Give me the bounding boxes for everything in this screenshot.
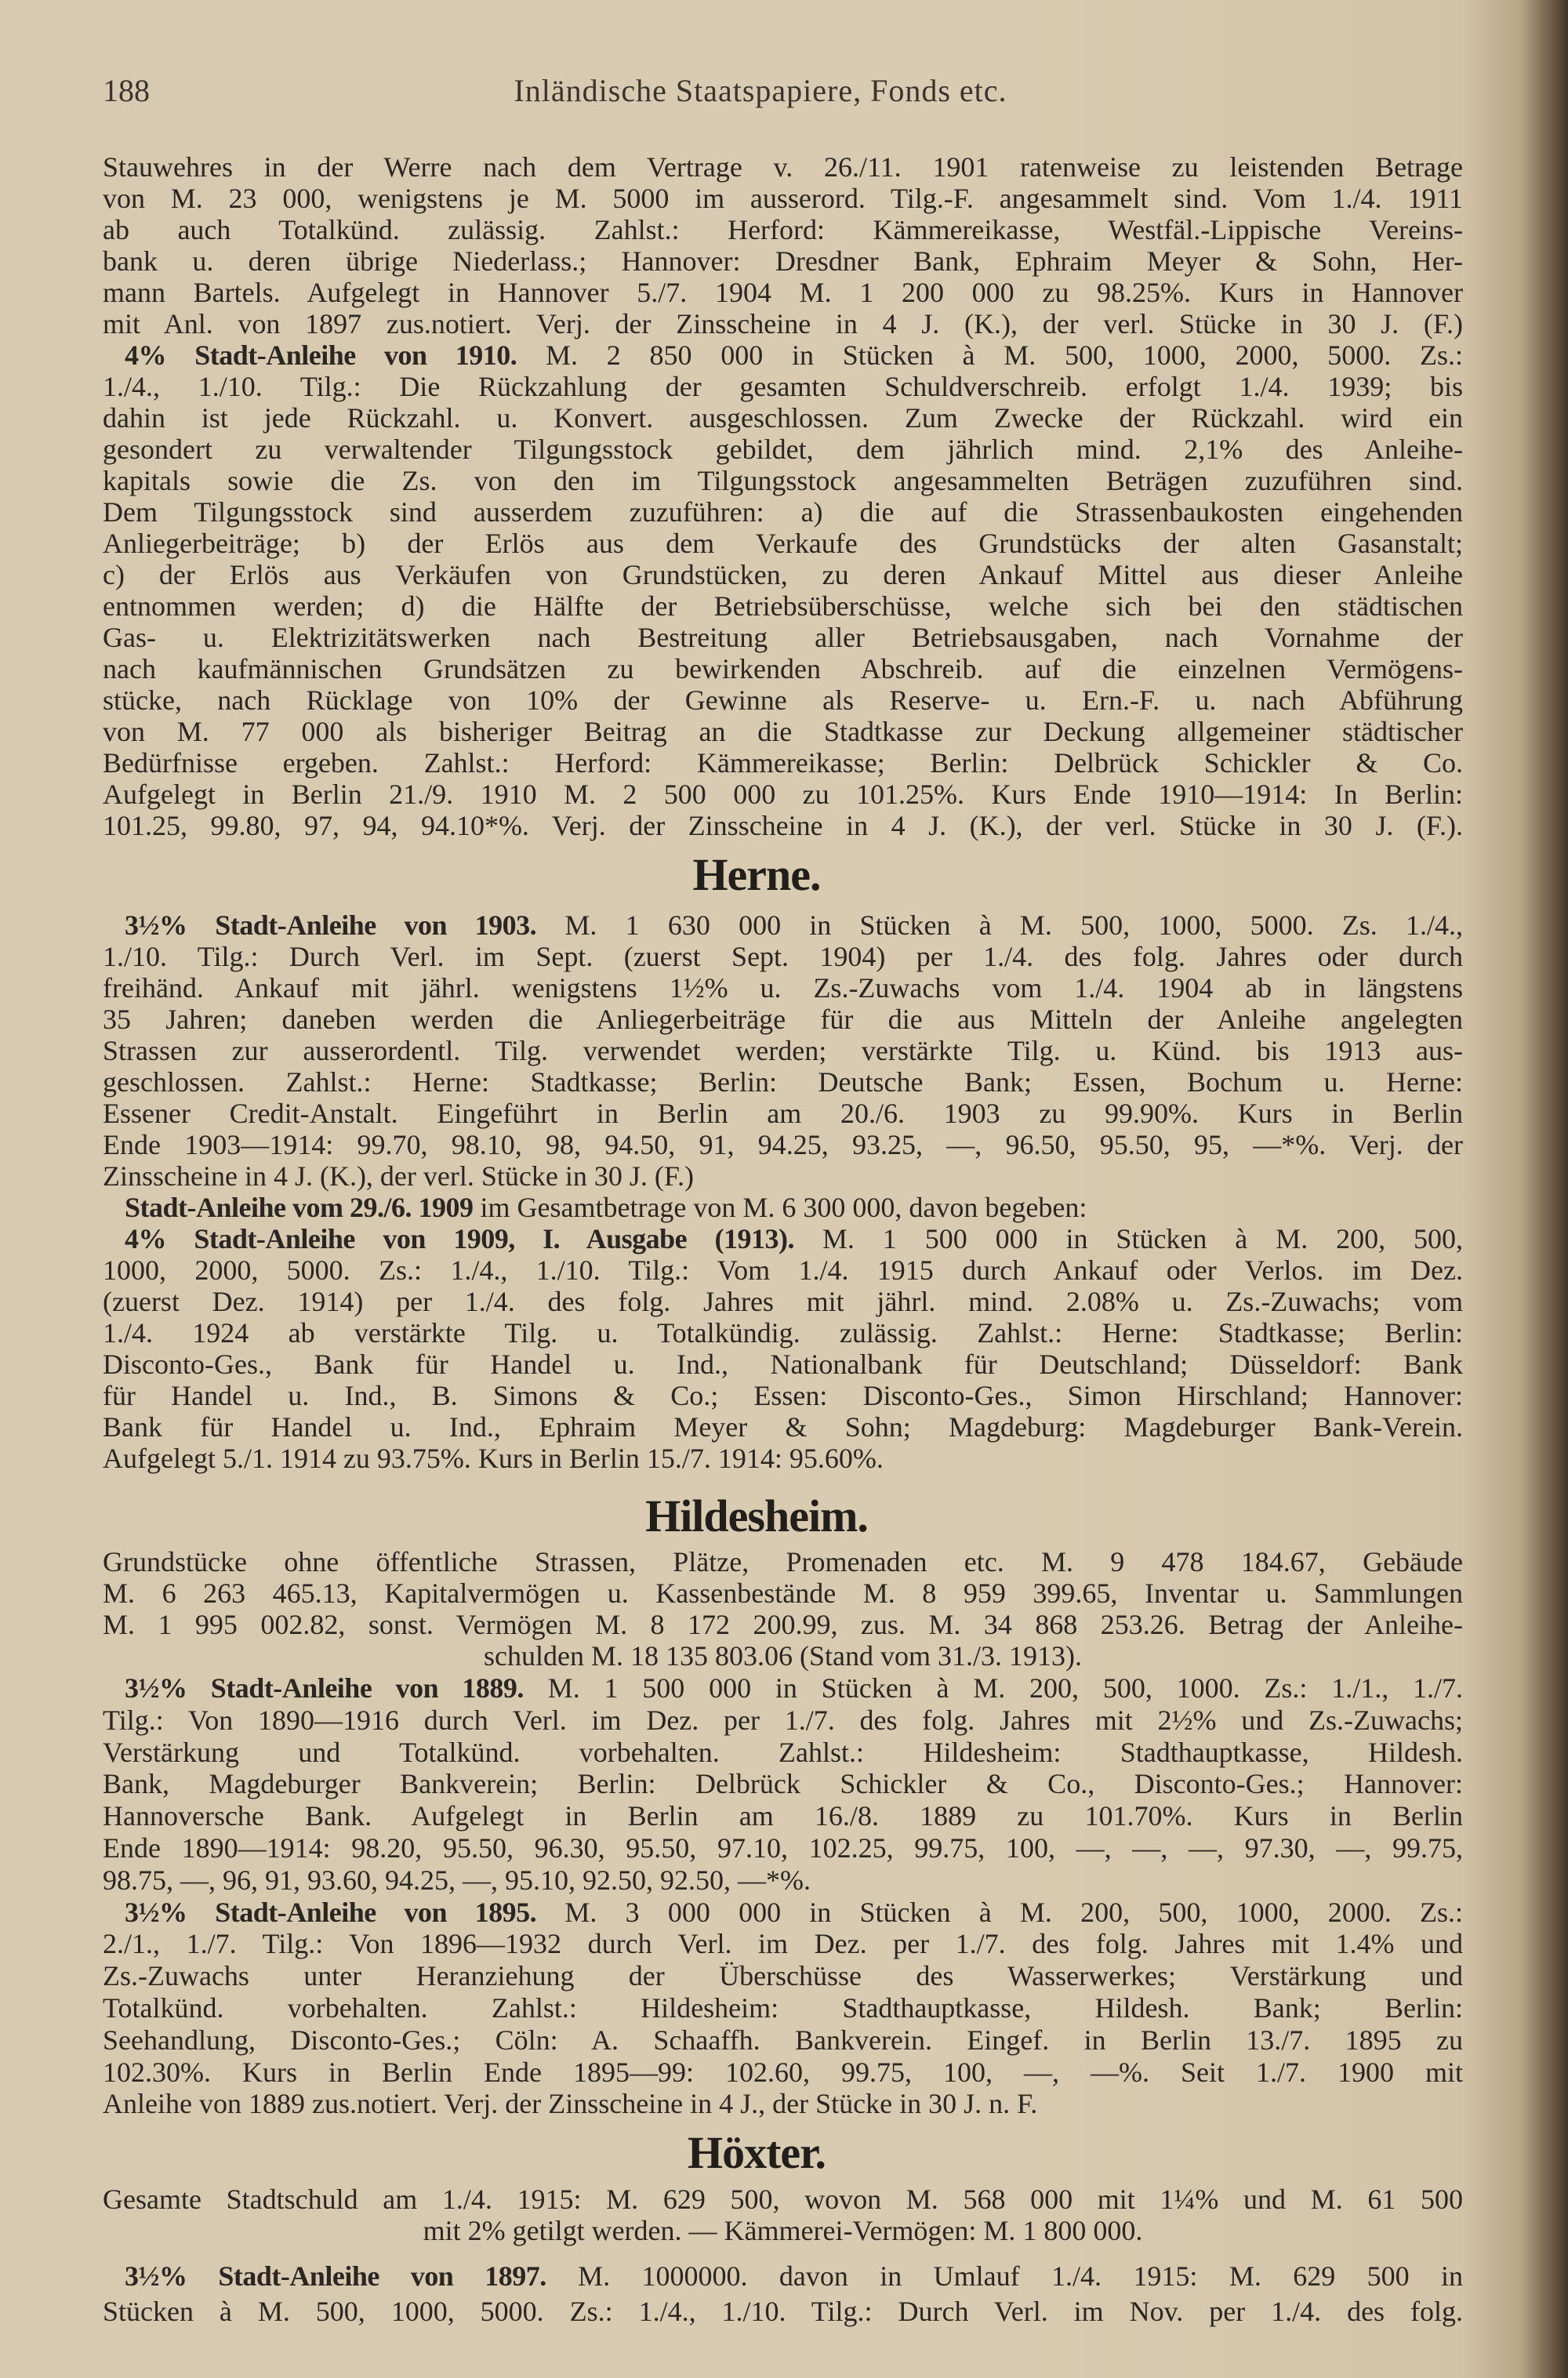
section-heading-herne: Herne. <box>692 849 821 900</box>
text-line <box>103 2215 1463 2246</box>
line-text: Aufgelegt 5./1. 1914 zu 93.75%. Kurs in Berlin 15./7. 1914: 95.60%. <box>103 1443 884 1474</box>
line-text: Zinsscheine in 4 J. (K.), der verl. Stücke in 30 J. (F.) <box>103 1160 694 1192</box>
line-text: Aufgelegt in Berlin 21./9. 1910 M. 2 500 000 zu 101.25%. Kurs Ende 1910—1914: In Berlin: <box>103 779 1463 810</box>
text-line <box>103 1768 1463 1800</box>
text-line <box>103 1864 1463 1897</box>
line-text: 1./10. Tilg.: Durch Verl. im Sept. (zuerst Sept. 1904) per 1./4. des folg. Jahres oder durch <box>103 941 1463 972</box>
line-text: Seehandlung, Disconto-Ges.; Cöln: A. Schaaffh. Bankverein. Eingef. in Berlin 13./7. 1895 zu <box>103 2024 1463 2056</box>
line-text: von M. 77 000 als bisheriger Beitrag an die Stadtkasse zur Deckung allgemeiner städtischer <box>103 716 1463 747</box>
text-line <box>103 1286 1463 1317</box>
text-line <box>103 1609 1463 1640</box>
line-text: im Gesamtbetrage von M. 6 300 000, davon begeben: <box>473 1192 1087 1223</box>
line-text: 35 Jahren; daneben werden die Anliegerbeiträge für die aus Mitteln der Anleihe angelegten <box>103 1004 1463 1035</box>
text-line <box>103 1129 1463 1160</box>
text-line <box>103 1380 1463 1411</box>
text-line <box>103 151 1463 183</box>
text-line <box>103 1640 1463 1672</box>
herne-loan-text <box>103 909 1463 1474</box>
line-text: Bank, Magdeburger Bankverein; Berlin: Delbrück Schickler & Co., Disconto-Ges.; Hannover: <box>103 1768 1463 1800</box>
text-line <box>103 528 1463 559</box>
text-line <box>103 1672 1463 1705</box>
line-text: M. 1 500 000 in Stücken à M. 200, 500, 1000. Zs.: 1./1., 1./7. <box>523 1672 1464 1704</box>
line-text: c) der Erlös aus Verkäufen von Grundstücken, zu deren Ankauf Mittel aus dieser Anleihe <box>103 559 1463 590</box>
line-text: 102.30%. Kurs in Berlin Ende 1895—99: 102.60, 99.75, 100, —, —%. Seit 1./7. 1900 mit <box>103 2056 1463 2088</box>
text-line <box>103 277 1463 308</box>
text-line <box>103 779 1463 810</box>
line-text: Gesamte Stadtschuld am 1./4. 1915: M. 629 500, wovon M. 568 000 mit 1¼% und M. 61 500 <box>103 2184 1463 2215</box>
line-text: freihänd. Ankauf mit jährl. wenigstens 1½% u. Zs.-Zuwachs vom 1./4. 1904 ab in längstens <box>103 972 1463 1004</box>
text-line <box>103 684 1463 716</box>
line-text: M. 1000000. davon in Umlauf 1./4. 1915: M. 629 500 in <box>546 2260 1464 2292</box>
line-text: entnommen werden; d) die Hälfte der Betriebsüberschüsse, welche sich bei den städtischen <box>103 590 1463 622</box>
text-line <box>103 1577 1463 1609</box>
loan-title: 4% Stadt-Anleihe von 1910. <box>125 339 517 371</box>
line-text: nach kaufmännischen Grundsätzen zu bewirkenden Abschreib. auf die einzelnen Vermögens- <box>103 653 1463 684</box>
text-line <box>103 590 1463 622</box>
text-line <box>103 1800 1463 1832</box>
line-text: Disconto-Ges., Bank für Handel u. Ind., Nationalbank für Deutschland; Düsseldorf: Bank <box>103 1349 1463 1380</box>
hoxter-debt-text <box>103 2184 1463 2246</box>
text-line <box>103 1546 1463 1577</box>
line-text: Gas- u. Elektrizitätswerken nach Bestreitung aller Betriebsausgaben, nach Vornahme der <box>103 622 1463 653</box>
text-line <box>103 339 1463 371</box>
page-number: 188 <box>103 73 150 108</box>
text-line <box>103 1254 1463 1286</box>
text-line <box>103 1004 1463 1035</box>
hildesheim-loan-text <box>103 1672 1463 2120</box>
line-text: M. 1 630 000 in Stücken à M. 500, 1000, 5000. Zs. 1./4., <box>536 909 1464 941</box>
line-text: Essener Credit-Anstalt. Eingeführt in Berlin am 20./6. 1903 zu 99.90%. Kurs in Berlin <box>103 1098 1463 1129</box>
text-line <box>103 810 1463 841</box>
line-text: bank u. deren übrige Niederlass.; Hannover: Dresdner Bank, Ephraim Meyer & Sohn, Her- <box>103 245 1463 277</box>
text-line <box>103 941 1463 972</box>
text-line <box>103 1223 1463 1254</box>
text-line <box>103 1349 1463 1380</box>
line-text: Totalkünd. vorbehalten. Zahlst.: Hildesheim: Stadthauptkasse, Hildesh. Bank; Berlin: <box>103 1991 1463 2024</box>
loan-title: 3½% Stadt-Anleihe von 1889. <box>125 1672 524 1704</box>
text-line <box>103 972 1463 1004</box>
line-text: 1000, 2000, 5000. Zs.: 1./4., 1./10. Tilg.: Vom 1./4. 1915 durch Ankauf oder Verlos. im Dez. <box>103 1254 1463 1286</box>
line-text: Tilg.: Von 1890—1916 durch Verl. im Dez. per 1./7. des folg. Jahres mit 2½% und Zs.-Zuwachs; <box>103 1704 1463 1736</box>
text-line <box>103 1035 1463 1066</box>
text-line <box>103 434 1463 465</box>
line-text: Verstärkung und Totalkünd. vorbehalten. Zahlst.: Hildesheim: Stadthauptkasse, Hildesh. <box>103 1736 1463 1768</box>
section-heading-hildesheim: Hildesheim. <box>645 1490 868 1541</box>
line-text: M. 2 850 000 in Stücken à M. 500, 1000, 2000, 5000. Zs.: <box>517 339 1464 371</box>
text-line <box>103 1098 1463 1129</box>
text-line <box>103 371 1463 402</box>
text-line <box>103 622 1463 653</box>
text-line <box>103 559 1463 590</box>
line-text: stücke, nach Rücklage von 10% der Gewinne als Reserve- u. Ern.-F. u. nach Abführung <box>103 684 1463 716</box>
text-line <box>103 2024 1463 2057</box>
line-text: M. 6 263 465.13, Kapitalvermögen u. Kassenbestände M. 8 959 399.65, Inventar u. Sammlungen <box>103 1577 1463 1609</box>
line-text: mit Anl. von 1897 zus.notiert. Verj. der Zinsscheine in 4 J. (K.), der verl. Stücke in 30 J. (F.) <box>103 308 1463 339</box>
line-text: 2./1., 1./7. Tilg.: Von 1896—1932 durch Verl. im Dez. per 1./7. des folg. Jahres mit 1.4% und <box>103 1928 1463 1960</box>
text-line <box>103 465 1463 496</box>
line-text: geschlossen. Zahlst.: Herne: Stadtkasse; Berlin: Deutsche Bank; Essen, Bochum u. Herne: <box>103 1066 1463 1098</box>
text-line <box>103 496 1463 528</box>
text-line <box>103 308 1463 339</box>
line-text: 98.75, —, 96, 91, 93.60, 94.25, —, 95.10, 92.50, 92.50, —*%. <box>103 1864 811 1896</box>
text-line <box>103 1992 1463 2024</box>
line-text: 1./4. 1924 ab verstärkte Tilg. u. Totalkündig. zulässig. Zahlst.: Herne: Stadtkasse; Berlin: <box>103 1317 1463 1349</box>
loan-title: 3½% Stadt-Anleihe von 1895. <box>125 1896 537 1928</box>
text-line <box>103 1705 1463 1737</box>
line-text: Hannoversche Bank. Aufgelegt in Berlin am 16./8. 1889 zu 101.70%. Kurs in Berlin <box>103 1800 1463 1832</box>
text-line <box>103 1960 1463 1992</box>
loan-title: 3½% Stadt-Anleihe von 1897. <box>125 2260 546 2292</box>
text-line <box>103 716 1463 747</box>
loan-title: 4% Stadt-Anleihe von 1909, I. Ausgabe (1913). <box>125 1223 794 1254</box>
text-line <box>103 2184 1463 2215</box>
text-line <box>103 1832 1463 1864</box>
line-text: Stauwehres in der Werre nach dem Vertrage v. 26./11. 1901 ratenweise zu leistenden Betrage <box>103 151 1463 183</box>
line-text: 1./4., 1./10. Tilg.: Die Rückzahlung der gesamten Schuldverschreib. erfolgt 1./4. 1939; bis <box>103 371 1463 402</box>
line-text: kapitals sowie die Zs. von den im Tilgungsstock angesammelten Beträgen zuzuführen sind. <box>103 465 1463 496</box>
text-line <box>103 1066 1463 1098</box>
line-text: 101.25, 99.80, 97, 94, 94.10*%. Verj. der Zinsscheine in 4 J. (K.), der verl. Stücke in 30 J. (F.). <box>103 810 1463 841</box>
text-line <box>103 2294 1463 2329</box>
text-line <box>103 183 1463 214</box>
hildesheim-assets-text <box>103 1546 1463 1672</box>
line-text: von M. 23 000, wenigstens je M. 5000 im ausserord. Tilg.-F. angesammelt sind. Vom 1./4. 1911 <box>103 183 1463 214</box>
line-text: Ende 1890—1914: 98.20, 95.50, 96.30, 95.50, 97.10, 102.25, 99.75, 100, —, —, —, 97.30, —, 99.75, <box>103 1832 1463 1864</box>
line-text: M. 1 500 000 in Stücken à M. 200, 500, <box>793 1223 1463 1254</box>
section-heading-hoxter: Höxter. <box>687 2127 826 2178</box>
text-line <box>103 747 1463 779</box>
text-line <box>103 214 1463 245</box>
line-text: Stücken à M. 500, 1000, 5000. Zs.: 1./4., 1./10. Tilg.: Durch Verl. im Nov. per 1./4. des folg. <box>103 2296 1463 2327</box>
text-line <box>103 1737 1463 1769</box>
herford-loan-text <box>103 151 1463 841</box>
line-text: Grundstücke ohne öffentliche Strassen, Plätze, Promenaden etc. M. 9 478 184.67, Gebäude <box>103 1546 1463 1577</box>
line-text: Bank für Handel u. Ind., Ephraim Meyer & Sohn; Magdeburg: Magdeburger Bank-Verein. <box>103 1411 1463 1443</box>
running-title: Inländische Staatspapiere, Fonds etc. <box>514 73 1007 108</box>
line-text: Ende 1903—1914: 99.70, 98.10, 98, 94.50, 91, 94.25, 93.25, —, 96.50, 95.50, 95, —*%. Verj. der <box>103 1129 1463 1160</box>
text-line <box>103 402 1463 434</box>
line-text: dahin ist jede Rückzahl. u. Konvert. ausgeschlossen. Zum Zwecke der Rückzahl. wird ein <box>103 402 1463 434</box>
line-text: Zs.-Zuwachs unter Heranziehung der Überschüsse des Wasserwerkes; Verstärkung und <box>103 1960 1463 1992</box>
line-text: Strassen zur ausserordentl. Tilg. verwendet werden; verstärkte Tilg. u. Künd. bis 1913 aus- <box>103 1035 1463 1066</box>
text-line <box>103 1411 1463 1443</box>
loan-title: 3½% Stadt-Anleihe von 1903. <box>125 909 537 941</box>
line-text: für Handel u. Ind., B. Simons & Co.; Essen: Disconto-Ges., Simon Hirschland; Hannover: <box>103 1380 1463 1411</box>
line-text: Anliegerbeiträge; b) der Erlös aus dem Verkaufe des Grundstücks der alten Gasanstalt; <box>103 528 1463 559</box>
line-text: mit 2% getilgt werden. — Kämmerei-Vermögen: M. 1 800 000. <box>423 2215 1143 2246</box>
line-text: Bedürfnisse ergeben. Zahlst.: Herford: Kämmereikasse; Berlin: Delbrück Schickler & Co. <box>103 747 1463 779</box>
text-line <box>103 2057 1463 2089</box>
line-text: ab auch Totalkünd. zulässig. Zahlst.: Herford: Kämmereikasse, Westfäl.-Lippische Vereins- <box>103 214 1463 245</box>
hoxter-loan-text <box>103 2259 1463 2329</box>
line-text: schulden M. 18 135 803.06 (Stand vom 31./3. 1913). <box>484 1640 1082 1672</box>
line-text: M. 1 995 002.82, sonst. Vermögen M. 8 172 200.99, zus. M. 34 868 253.26. Betrag der Anleihe- <box>103 1609 1463 1640</box>
line-text: gesondert zu verwaltender Tilgungsstock gebildet, dem jährlich mind. 2,1% des Anleihe- <box>103 434 1463 465</box>
text-line <box>103 1897 1463 1929</box>
text-line <box>103 653 1463 684</box>
text-line <box>103 245 1463 277</box>
line-text: Dem Tilgungsstock sind ausserdem zuzuführen: a) die auf die Strassenbaukosten eingehenden <box>103 496 1463 528</box>
line-text: Anleihe von 1889 zus.notiert. Verj. der Zinsscheine in 4 J., der Stücke in 30 J. n. F. <box>103 2088 1038 2120</box>
text-line <box>103 1192 1463 1223</box>
line-text: (zuerst Dez. 1914) per 1./4. des folg. Jahres mit jährl. mind. 2.08% u. Zs.-Zuwachs; vom <box>103 1286 1463 1317</box>
text-line <box>103 2088 1463 2120</box>
text-line <box>103 1443 1463 1474</box>
text-line <box>103 909 1463 941</box>
text-line <box>103 1160 1463 1192</box>
text-line <box>103 2259 1463 2294</box>
text-line <box>103 1928 1463 1960</box>
line-text: M. 3 000 000 in Stücken à M. 200, 500, 1000, 2000. Zs.: <box>536 1896 1464 1928</box>
line-text: mann Bartels. Aufgelegt in Hannover 5./7. 1904 M. 1 200 000 zu 98.25%. Kurs in Hannover <box>103 277 1463 308</box>
loan-title: Stadt-Anleihe vom 29./6. 1909 <box>125 1192 474 1223</box>
text-line <box>103 1317 1463 1349</box>
